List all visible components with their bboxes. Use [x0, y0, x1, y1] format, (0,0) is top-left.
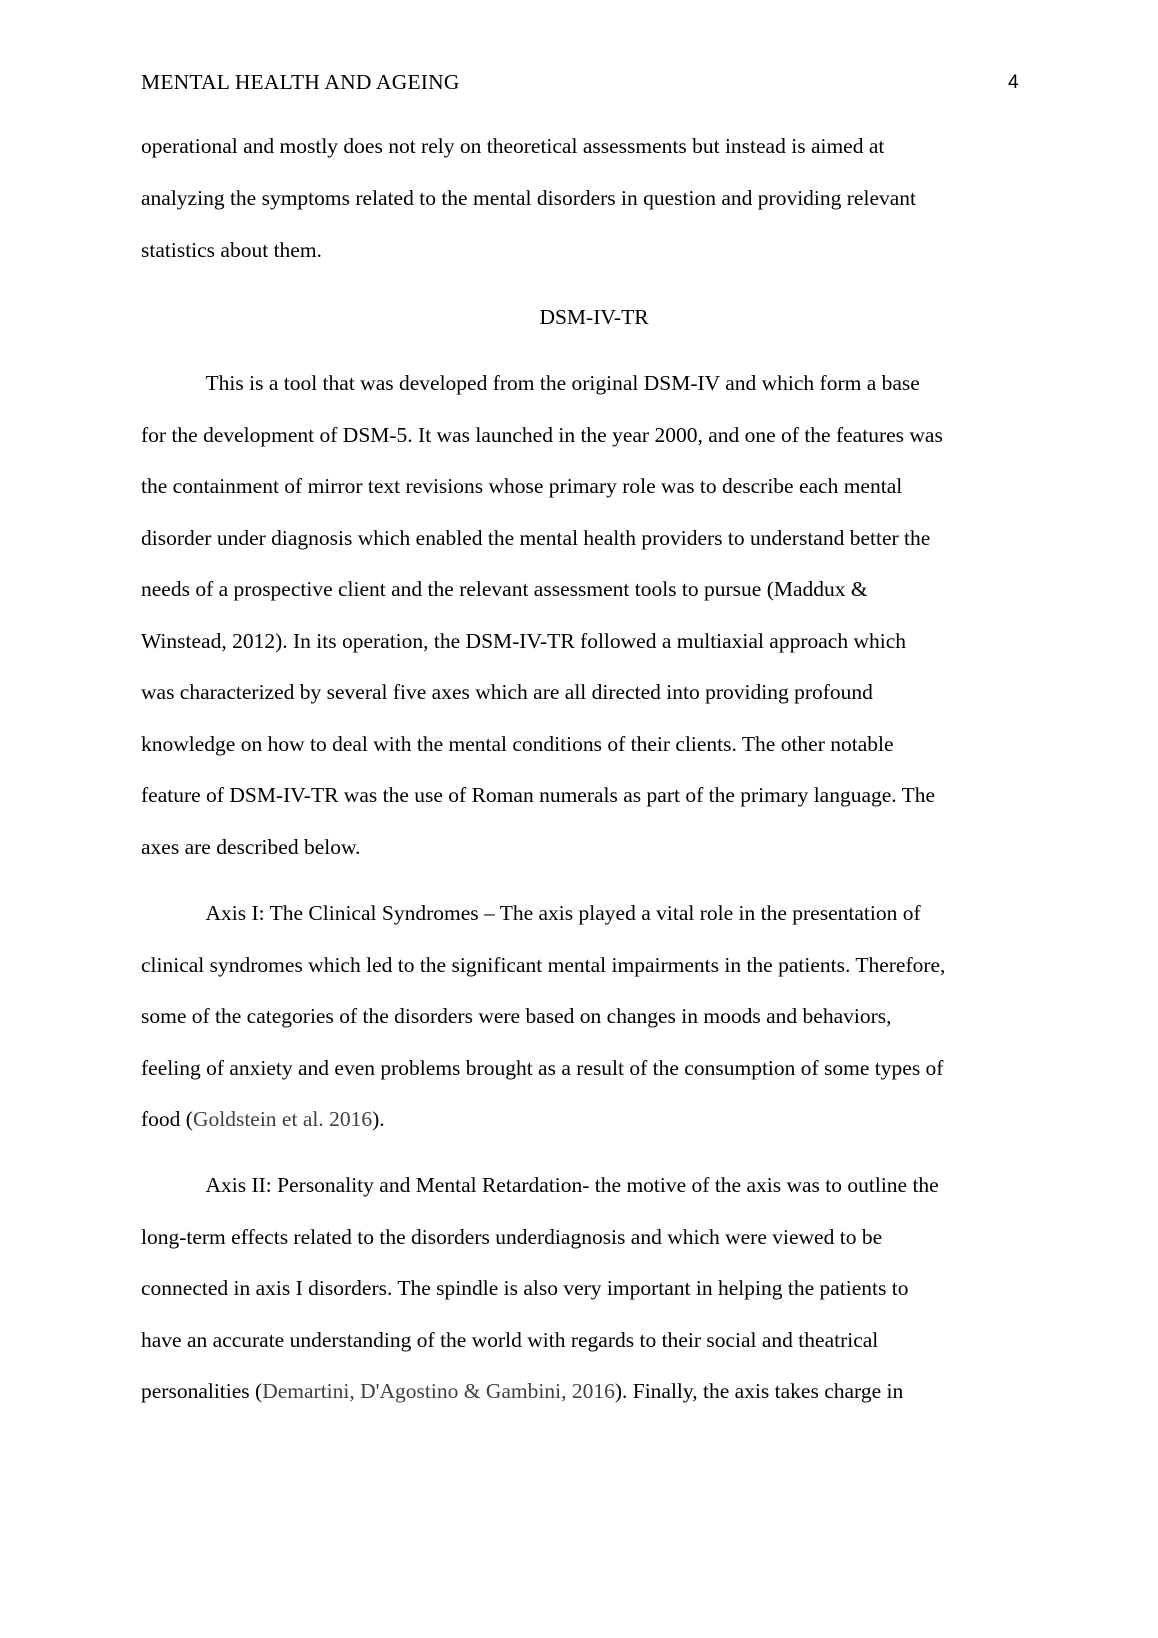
text-line — [141, 1381, 903, 1403]
text-line: was characterized by several five axes which are all directed into providing profound — [141, 680, 873, 704]
text-line: Axis II: Personality and Mental Retardation- the motive of the axis was to outline the — [141, 1173, 939, 1197]
text-line: the containment of mirror text revisions whose primary role was to describe each mental — [141, 474, 903, 498]
text-line: clinical syndromes which led to the significant mental impairments in the patients. Therefore, — [141, 953, 946, 977]
text-line: needs of a prospective client and the relevant assessment tools to pursue (Maddux & — [141, 577, 868, 601]
page-number: 4 — [1008, 72, 1019, 93]
running-head: MENTAL HEALTH AND AGEING — [141, 70, 460, 94]
text-line: This is a tool that was developed from the original DSM-IV and which form a base — [141, 371, 920, 395]
text-line: Axis I: The Clinical Syndromes – The axis played a vital role in the presentation of — [141, 901, 921, 925]
text-line: axes are described below. — [141, 835, 361, 859]
text-line: feeling of anxiety and even problems brought as a result of the consumption of some types of — [141, 1056, 944, 1080]
text-fragment: personalities ( — [141, 1379, 263, 1403]
text-fragment: ). Finally, the axis takes charge in — [614, 1379, 904, 1403]
text-line: knowledge on how to deal with the mental conditions of their clients. The other notable — [141, 732, 894, 756]
text-fragment: food ( — [141, 1107, 193, 1131]
text-line: analyzing the symptoms related to the mental disorders in question and providing relevant — [141, 186, 917, 210]
text-line: long-term effects related to the disorders underdiagnosis and which were viewed to be — [141, 1225, 883, 1249]
text-line: connected in axis I disorders. The spindle is also very important in helping the patients to — [141, 1276, 909, 1300]
text-line: some of the categories of the disorders were based on changes in moods and behaviors, — [141, 1004, 892, 1028]
text-line: operational and mostly does not rely on theoretical assessments but instead is aimed at — [141, 134, 885, 158]
text-line: feature of DSM-IV-TR was the use of Roman numerals as part of the primary language. The — [141, 783, 936, 807]
citation: Goldstein et al. 2016 — [192, 1107, 373, 1131]
text-fragment: ). — [372, 1107, 385, 1131]
citation: Demartini, D'Agostino & Gambini, 2016 — [262, 1379, 615, 1403]
section-heading: DSM-IV-TR — [539, 305, 649, 329]
text-line: statistics about them. — [141, 238, 322, 262]
text-line — [141, 1109, 385, 1131]
text-line: Winstead, 2012). In its operation, the DSM-IV-TR followed a multiaxial approach which — [141, 629, 907, 653]
text-line: have an accurate understanding of the world with regards to their social and theatrical — [141, 1328, 879, 1352]
text-line: for the development of DSM-5. It was launched in the year 2000, and one of the features was — [141, 423, 943, 447]
text-line: disorder under diagnosis which enabled the mental health providers to understand better the — [141, 526, 931, 550]
